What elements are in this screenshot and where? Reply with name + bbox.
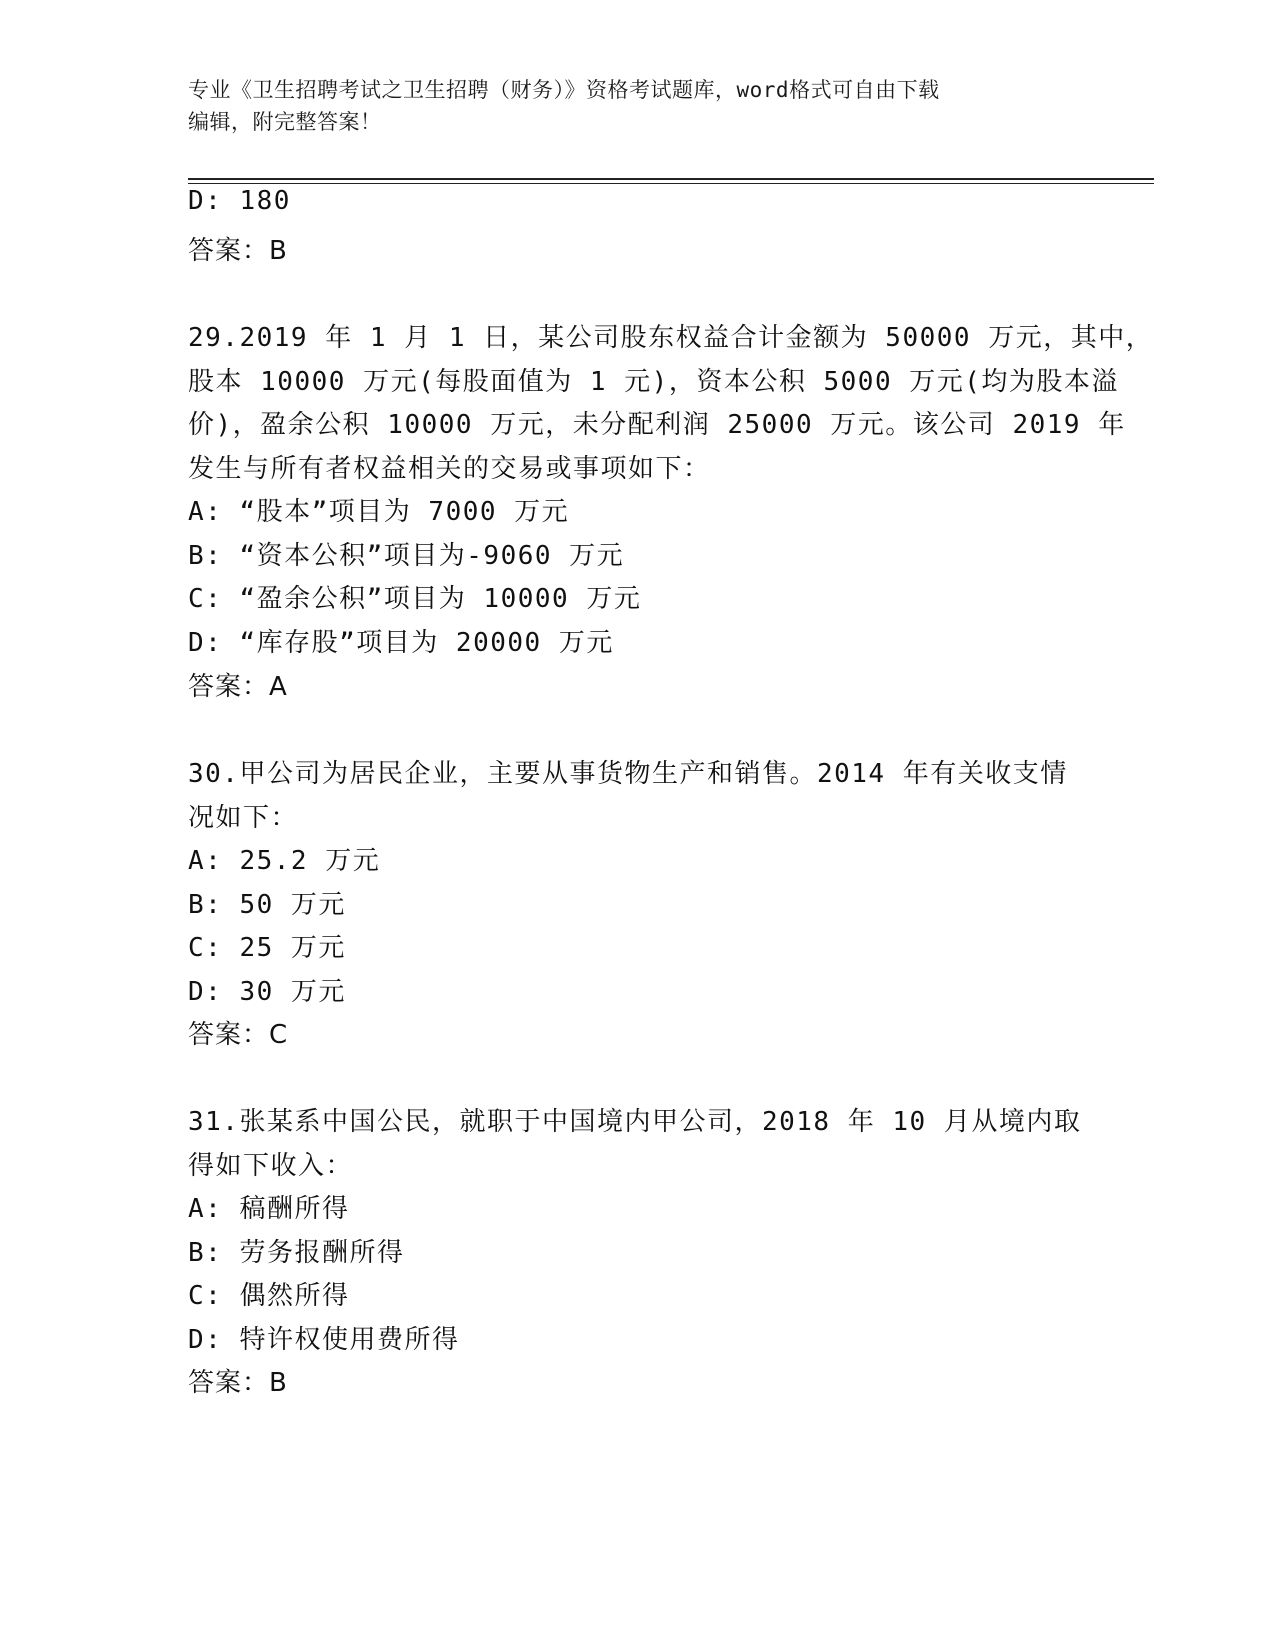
question-30-stem-line: 况如下： (188, 803, 299, 833)
header-divider-thin (188, 183, 1154, 184)
question-31-answer: 答案：B (188, 1368, 288, 1398)
question-29-option-a: A: “股本”项目为 7000 万元 (188, 497, 570, 527)
question-31-option-a: A: 稿酬所得 (188, 1194, 350, 1224)
question-31-stem-line: 31.张某系中国公民，就职于中国境内甲公司，2018 年 10 月从境内取 (188, 1107, 1082, 1137)
question-29-answer: 答案：A (188, 672, 288, 702)
question-31-option-d: D: 特许权使用费所得 (188, 1325, 460, 1355)
header-title-line-1: 专业《卫生招聘考试之卫生招聘（财务）》资格考试题库，word格式可自由下载 (188, 78, 940, 102)
question-29-option-d: D: “库存股”项目为 20000 万元 (188, 628, 614, 658)
question-31-option-b: B: 劳务报酬所得 (188, 1238, 405, 1268)
question-29-stem-line: 29.2019 年 1 月 1 日，某公司股东权益合计金额为 50000 万元，其中， (188, 323, 1154, 353)
question-30-stem-line: 30.甲公司为居民企业，主要从事货物生产和销售。2014 年有关收支情 (188, 759, 1068, 789)
question-29-stem-line: 价)，盈余公积 10000 万元，未分配利润 25000 万元。该公司 2019 年 (188, 410, 1126, 440)
question-30-option-a: A: 25.2 万元 (188, 846, 381, 876)
question-29-option-b: B: “资本公积”项目为-9060 万元 (188, 541, 625, 571)
header-divider-thick (188, 178, 1154, 180)
document-header (188, 74, 1088, 138)
question-29-stem-line: 发生与所有者权益相关的交易或事项如下： (188, 454, 711, 484)
question-30-option-b: B: 50 万元 (188, 890, 346, 920)
question-30-answer: 答案：C (188, 1020, 289, 1050)
question-30-option-c: C: 25 万元 (188, 933, 346, 963)
prev-question-answer: 答案：B (188, 236, 288, 266)
question-29-option-c: C: “盈余公积”项目为 10000 万元 (188, 584, 642, 614)
header-title-line-2: 编辑，附完整答案！ (188, 110, 382, 134)
prev-question-option-d: D: 180 (188, 186, 291, 216)
question-30-option-d: D: 30 万元 (188, 977, 346, 1007)
question-31-stem-line: 得如下收入： (188, 1151, 354, 1181)
question-29-stem-line: 股本 10000 万元(每股面值为 1 元)，资本公积 5000 万元(均为股本溢 (188, 367, 1119, 397)
question-31-option-c: C: 偶然所得 (188, 1281, 350, 1311)
